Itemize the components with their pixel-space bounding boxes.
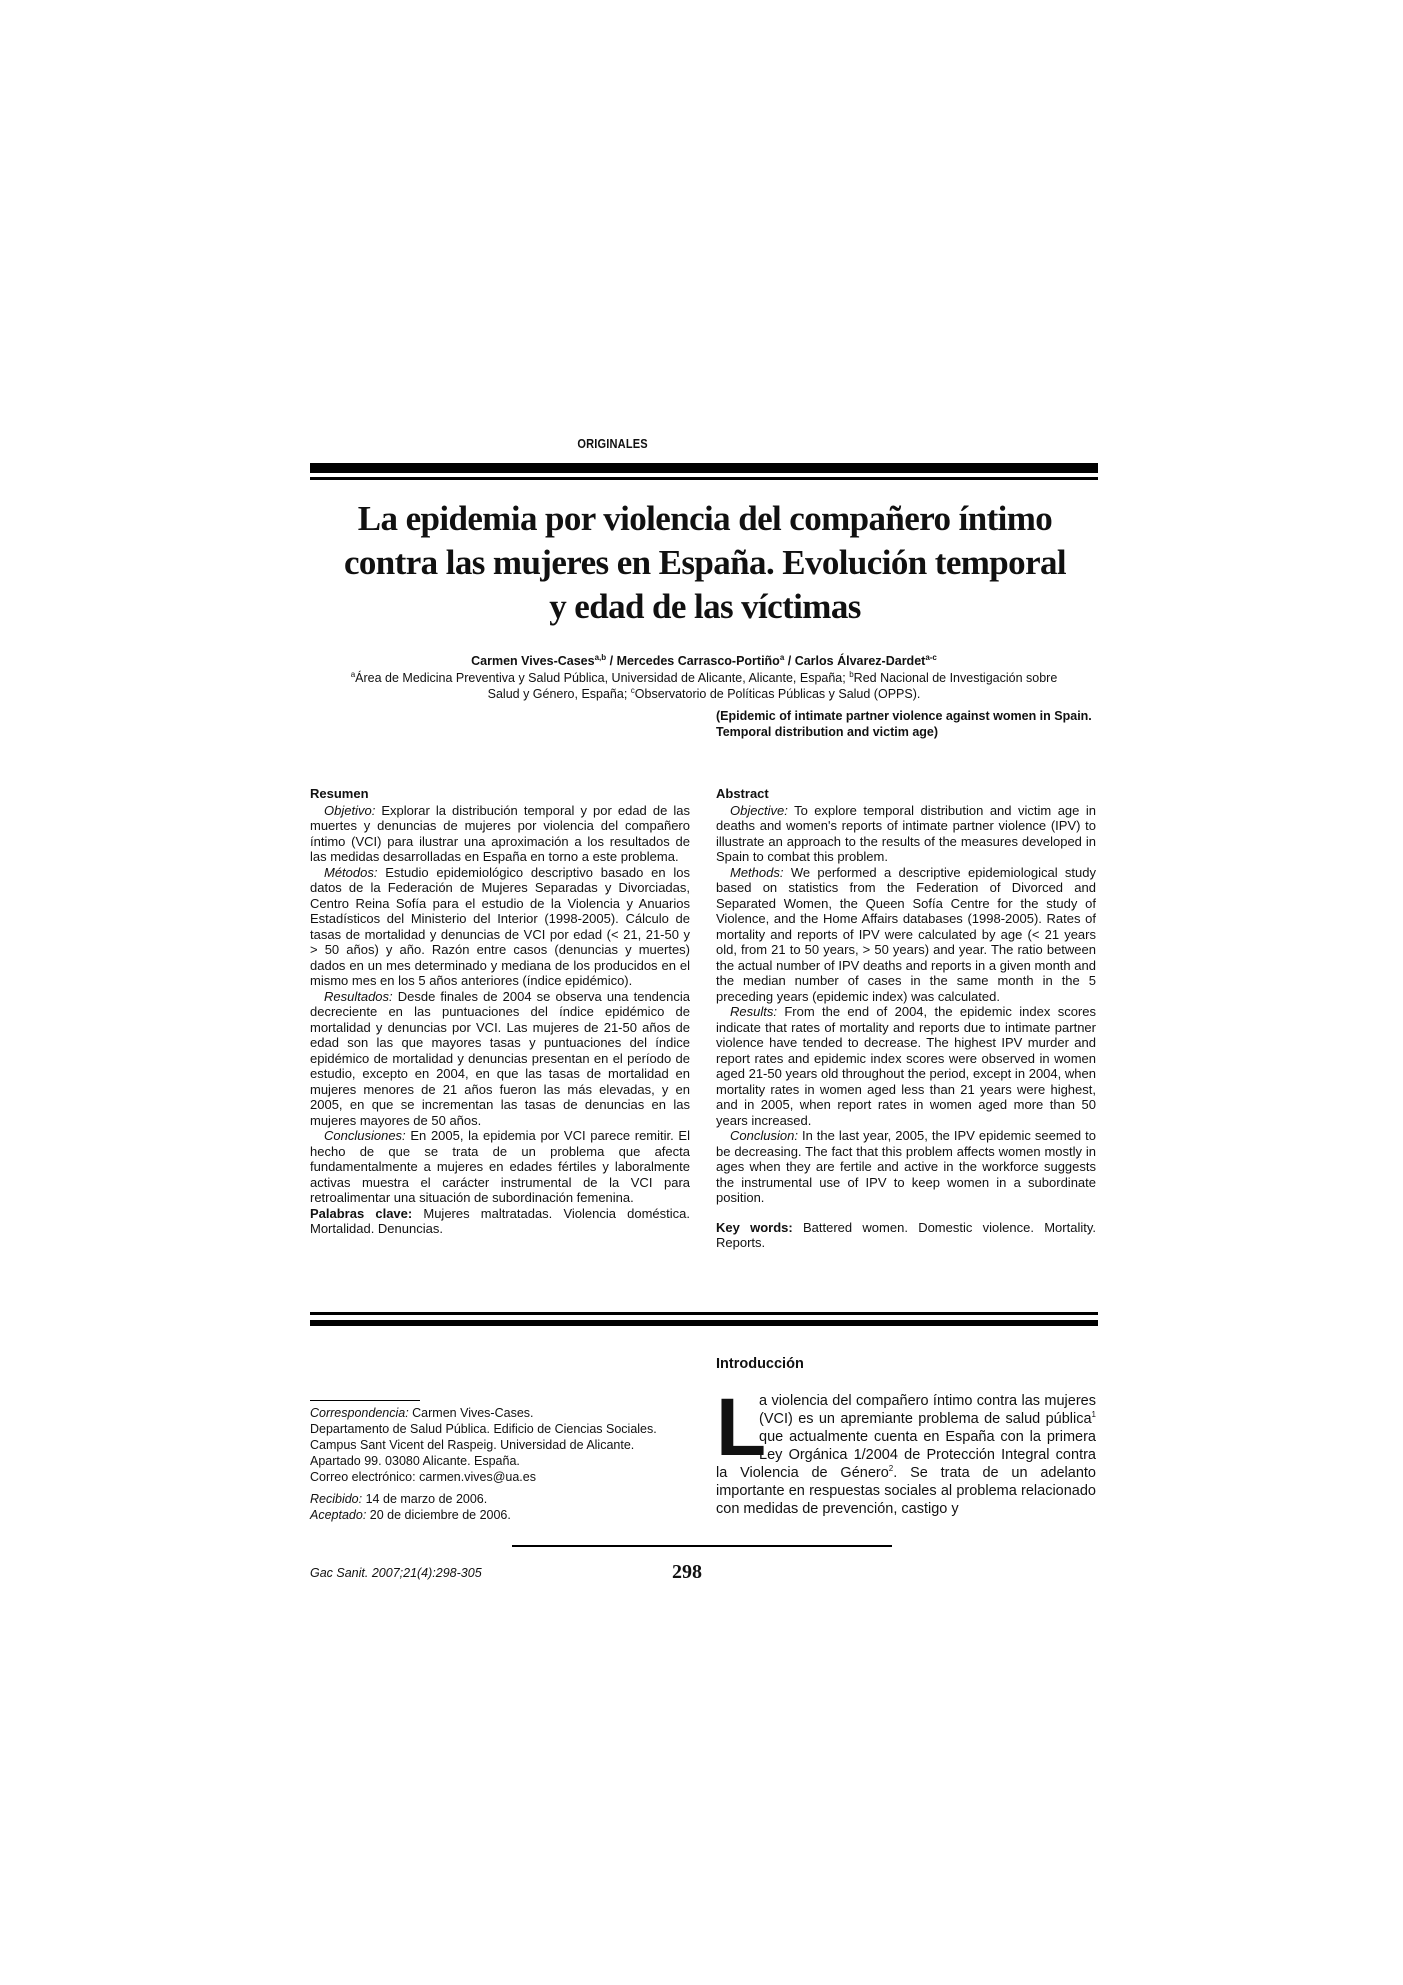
author-name: Carlos Álvarez-Dardet	[794, 654, 926, 668]
correspondence-block: Correspondencia: Carmen Vives-Cases. Departamento de Salud Pública. Edificio de Ciencias Sociales. Campus Sant Vicent del Raspeig. Universidad de Alicante. Apartado 99. 03080 Alicante. España. Correo electrónico: carmen.vives@ua.es Recibido: 14 de marzo de 2006. Aceptado: 20 de diciembre de 2006.	[310, 1405, 700, 1523]
bottom-thin-rule	[310, 1312, 1098, 1315]
resumen-keywords: Palabras clave: Mujeres maltratadas. Violencia doméstica. Mortalidad. Denuncias.	[310, 1205, 690, 1236]
page-number: 298	[672, 1561, 702, 1583]
section-label: ORIGINALES	[577, 436, 648, 451]
author-name: Mercedes Carrasco-Portiño	[616, 654, 780, 668]
bottom-thick-rule	[310, 1320, 1098, 1326]
introduccion-body: L a violencia del compañero íntimo contra las mujeres (VCI) es un apremiante problema de salud pública$^1$ que actualmente cuenta en España con la primera Ley Orgánica 1/2004 de Protección Integral contra la Violencia de Género$^2$. Se trata de un adelanto importante en respuestas sociales al problema relacionado con medidas de prevención, castigo y	[716, 1382, 1096, 1517]
resumen-resultados: Resultados: Desde finales de 2004 se observa una tendencia decreciente en las puntuaciones del índice epidémico de mortalidad y denuncias por VCI. Las mujeres de 21-50 años de edad son las que mayores tasas y puntuaciones del índice epidémico de mortalidad y denuncias presentan en el período de estudio, excepto en 2004, en que las tasas de mortalidad en mujeres menores de 21 años fueron las más elevadas, y en 2005, en que se incrementan las tasas de denuncias en las mujeres mayores de 50 años.	[310, 988, 690, 1128]
title-line-1: La epidemia por violencia del compañero íntimo	[357, 499, 1053, 538]
title-line-2: contra las mujeres en España. Evolución temporal	[343, 543, 1067, 582]
resumen-metodos: Métodos: Estudio epidemiológico descriptivo basado en los datos de la Federación de Mujeres Separadas y Divorciadas, Centro Reina Sofía para el estudio de la Violencia y Anuarios Estadísticos del Ministerio del Interior (1998-2005). Cálculo de tasas de mortalidad y denuncias de VCI por edad (< 21, 21-50 y > 50 años) y año. Razón entre casos (denuncias y muertes) dados en un mes determinado y mediana de los producidos en el mismo mes en los 5 años anteriores (índice epidémico).	[310, 864, 690, 988]
correspondence-rule	[310, 1400, 420, 1401]
footer-rule	[512, 1545, 892, 1547]
article-title	[330, 497, 1080, 629]
author-name: Carmen Vives-Cases	[471, 654, 595, 668]
top-thin-rule	[310, 477, 1098, 480]
abstract-objective: Objective: To explore temporal distribution and victim age in deaths and women's reports of intimate partner violence (IPV) to illustrate an approach to the results of the measures developed in Spain to combat this problem.	[716, 802, 1096, 864]
introduccion-heading: Introducción	[716, 1356, 804, 1372]
author-list: Carmen Vives-Cases$^{a,b}$ / Mercedes Carrasco-Portiño$^a$ / Carlos Álvarez-Dardet$^{a-c}$	[471, 652, 937, 668]
affiliations: $^a$Área de Medicina Preventiva y Salud Pública, Universidad de Alicante, Alicante, España; $^b$Red Nacional de Investigación sobre Salud y Género, España; $^c$Observatorio de Políticas Públicas y Salud (OPPS).	[350, 669, 1058, 701]
top-thick-rule	[310, 463, 1098, 473]
drop-cap: L	[716, 1382, 767, 1473]
resumen-conclusiones: Conclusiones: En 2005, la epidemia por VCI parece remitir. El hecho de que se trata de un problema que afecta fundamentalmente a mujeres en edades fértiles y laboralmente activas muestra el carácter instrumental de la VCI para retroalimentar una situación de subordinación femenina.	[310, 1128, 690, 1205]
resumen-heading: Resumen	[310, 786, 369, 801]
abstract-heading: Abstract	[716, 786, 769, 801]
email[interactable]: Correo electrónico: carmen.vives@ua.es	[310, 1470, 536, 1484]
title-line-3: y edad de las víctimas	[549, 587, 861, 626]
abstract-conclusion: Conclusion: In the last year, 2005, the IPV epidemic seemed to be decreasing. The fact that this problem affects women mostly in ages when they are fertile and active in the workforce suggests the instrumental use of IPV to keep women in a subordinate position.	[716, 1128, 1096, 1205]
english-title: (Epidemic of intimate partner violence against women in Spain. Temporal distribution and victim age)	[716, 709, 1092, 739]
abstract-keywords: Key words: Battered women. Domestic violence. Mortality. Reports.	[716, 1219, 1096, 1250]
resumen-section	[310, 786, 690, 1237]
abstract-section	[716, 786, 1096, 1251]
journal-citation: Gac Sanit. 2007;21(4):298-305	[310, 1566, 482, 1580]
abstract-results: Results: From the end of 2004, the epidemic index scores indicate that rates of mortality and reports due to intimate partner violence have tended to decrease. The highest IPV murder and report rates and epidemic index scores were observed in women aged 21-50 years old throughout the period, except in 2004, when mortality rates in women aged less than 21 years were highest, and in 2005, when report rates in women aged more than 50 years increased.	[716, 1004, 1096, 1128]
resumen-objetivo: Objetivo: Explorar la distribución temporal y por edad de las muertes y denuncias de mujeres por violencia del compañero íntimo (VCI) para ilustrar una aproximación a los resultados de las medidas desarrolladas en España en torno a este problema.	[310, 802, 690, 864]
abstract-methods: Methods: We performed a descriptive epidemiological study based on statistics from the Federation of Divorced and Separated Women, the Queen Sofía Centre for the study of Violence, and the Home Affairs databases (1998-2005). Rates of mortality and reports of IPV were calculated by age (< 21 years old, from 21 to 50 years, > 50 years) and year. The ratio between the actual number of IPV deaths and reports in a given month and the median number of cases in the same month in the 5 preceding years (epidemic index) was calculated.	[716, 864, 1096, 1004]
